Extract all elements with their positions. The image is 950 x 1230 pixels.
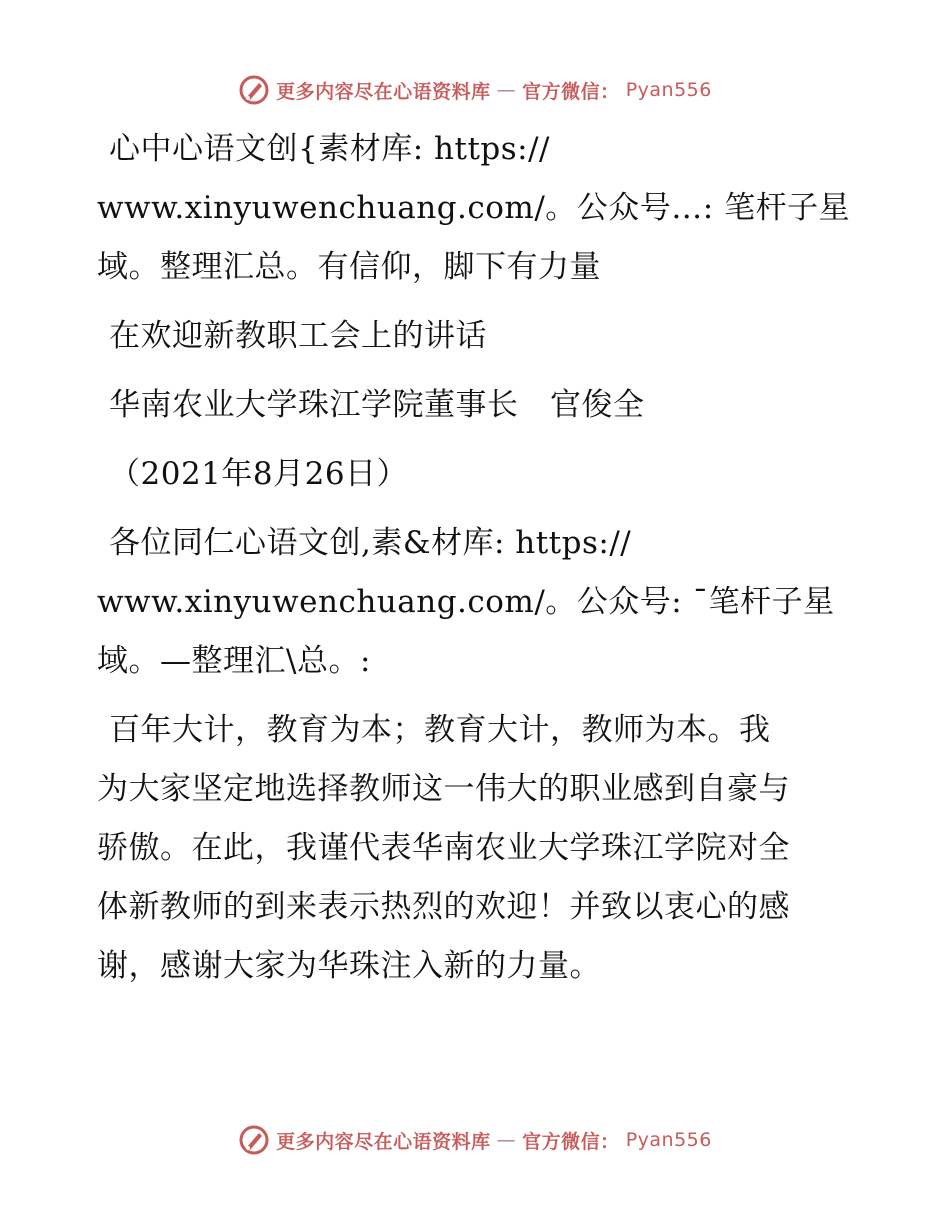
header-note-line: 心中心语文创{素材库: https:// [109, 131, 550, 167]
watermark-contact-id: Pyan556 [625, 1129, 712, 1151]
header-note-line: 域。整理汇总。有信仰，脚下有力量 [97, 249, 601, 285]
speech-author-text: 华南农业大学珠江学院董事长 官俊全 [109, 387, 645, 423]
watermark-text: 更多内容尽在心语资料库 [276, 1130, 491, 1153]
body-line: 骄傲。在此，我谨代表华南农业大学珠江学院对全 [97, 830, 790, 866]
salutation-line: 域。—整理汇\总。: [97, 643, 371, 679]
salutation-line: 各位同仁心语文创,素&材库: https:// [109, 525, 632, 561]
watermark-footer [0, 1120, 950, 1160]
speech-title [97, 307, 857, 366]
watermark-contact-label: 官方微信： [522, 1130, 620, 1153]
watermark-header [0, 70, 950, 110]
speech-author [97, 376, 857, 435]
watermark-separator: — [496, 79, 517, 101]
header-note [97, 120, 857, 297]
header-note-line: www.xinyuwenchuang.com/。公众号…: 笔杆子星 [97, 190, 851, 226]
speech-date-text: （2021年8月26日） [109, 456, 409, 492]
pen-logo-icon [238, 74, 270, 106]
salutation [97, 514, 857, 691]
salutation-line: www.xinyuwenchuang.com/。公众号: ¯笔杆子星 [97, 584, 835, 620]
body-line: 百年大计，教育为本；教育大计，教师为本。我 [109, 712, 771, 748]
watermark-contact-id: Pyan556 [625, 79, 712, 101]
document-body [97, 120, 857, 1006]
body-paragraph [97, 701, 857, 996]
speech-date [97, 445, 857, 504]
body-line: 为大家坚定地选择教师这一伟大的职业感到自豪与 [97, 771, 790, 807]
speech-title-text: 在欢迎新教职工会上的讲话 [109, 318, 487, 354]
pen-logo-icon [238, 1124, 270, 1156]
watermark-text: 更多内容尽在心语资料库 [276, 80, 491, 103]
watermark-contact-label: 官方微信： [522, 80, 620, 103]
body-line: 体新教师的到来表示热烈的欢迎！并致以衷心的感 [97, 889, 790, 925]
body-line: 谢，感谢大家为华珠注入新的力量。 [97, 948, 601, 984]
watermark-separator: — [496, 1129, 517, 1151]
